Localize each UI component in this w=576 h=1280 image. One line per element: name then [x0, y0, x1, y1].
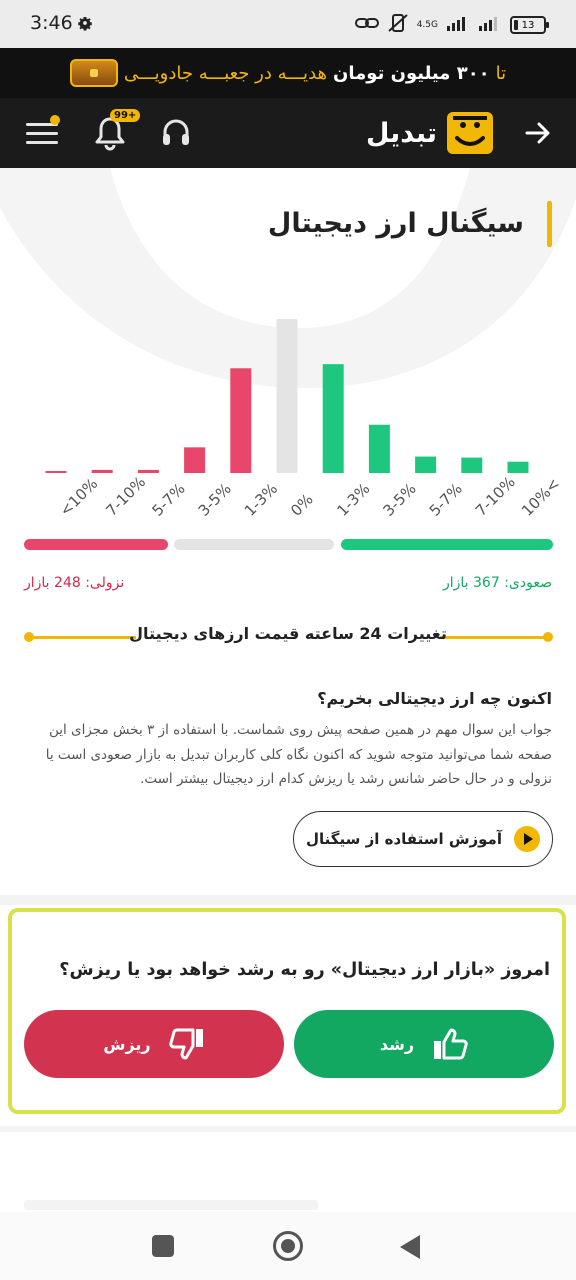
- vote-up-label: رشد: [379, 1034, 415, 1054]
- chart-tick-label: <10%: [56, 474, 102, 520]
- thumbs-down-icon: [169, 1027, 205, 1061]
- chart-bar: [415, 457, 436, 473]
- menu-notification-dot: [50, 115, 60, 125]
- chart-tick-label: 5-7%: [148, 479, 189, 520]
- chart-tick-label: 7-10%: [471, 472, 519, 520]
- tutorial-button[interactable]: [293, 811, 553, 867]
- chart-bar: [138, 470, 159, 473]
- signal-chart: [24, 300, 564, 532]
- brand[interactable]: [366, 112, 493, 154]
- promo-text-prefix: تا: [495, 62, 507, 84]
- thumbs-up-icon: [432, 1027, 468, 1061]
- headset-icon: [160, 117, 192, 149]
- chart-caption: تغییرات 24 ساعته قیمت ارزهای دیجیتال: [129, 624, 447, 643]
- notification-badge: 99+: [110, 109, 140, 122]
- network-type: 4.5G: [416, 20, 438, 30]
- bullish-count: [443, 575, 552, 591]
- recent-apps-icon[interactable]: [152, 1235, 174, 1257]
- notifications-button[interactable]: [92, 110, 137, 151]
- faq-answer: جواب این سوال مهم در همین صفحه پیش روی شماست. با استفاده از ۳ بخش مجزای این صفحه شما می‌توانید متوجه شوید که اکنون نگاه کلی کاربران تبدیل به بازار صعودی است یا نزولی و در حال حاضر شانس رشد یا ریزش کدام ارز دیجیتال بیشتر است.: [45, 722, 552, 787]
- chart-bar: [46, 471, 67, 473]
- status-icons: [355, 14, 546, 36]
- signal-strength-icon-2: [478, 15, 502, 35]
- poll-question: امروز «بازار ارز دیجیتال» رو به رشد خواهد بود یا ریزش؟: [59, 960, 550, 980]
- chart-bar: [461, 458, 482, 473]
- neutral-segment: [174, 539, 334, 550]
- chart-tick-label: 7-10%: [102, 472, 150, 520]
- treasure-chest-icon: [70, 59, 118, 87]
- app-name: تبدیل: [366, 117, 437, 149]
- bearish-label: نزولی:: [85, 575, 125, 591]
- promo-text-suffix: هدیـــه در جعبـــه جادویـــی: [123, 62, 328, 84]
- chart-bar: [184, 447, 205, 473]
- chart-bar: [92, 470, 113, 473]
- app-header: [0, 98, 576, 168]
- vibrate-off-icon: [387, 13, 409, 37]
- loading-placeholder: [24, 1200, 318, 1210]
- back-button[interactable]: [520, 115, 556, 151]
- link-icon: [355, 15, 379, 35]
- chart-bar: [323, 364, 344, 473]
- signal-strength-icon: [446, 15, 470, 35]
- faq-question: اکنون چه ارز دیجیتالی بخریم؟: [317, 689, 552, 708]
- bar-chart: [24, 300, 564, 532]
- battery-fill: [514, 20, 518, 30]
- menu-button[interactable]: [24, 115, 60, 151]
- bearish-value: 248 بازار: [24, 575, 81, 591]
- vote-down-button[interactable]: [24, 1010, 284, 1078]
- tutorial-button-label: آموزش استفاده از سیگنال: [306, 830, 502, 848]
- section-divider: [0, 895, 576, 905]
- system-nav-bar: [0, 1212, 576, 1280]
- chart-bar: [508, 462, 529, 473]
- chart-tick-label: 3-5%: [379, 479, 420, 520]
- bearish-count: [24, 575, 124, 591]
- bullish-label: صعودی:: [504, 575, 552, 591]
- market-poll: [8, 908, 566, 1114]
- bearish-segment: [24, 539, 168, 550]
- settings-gear-icon: [76, 14, 94, 36]
- bullish-value: 367 بازار: [442, 575, 500, 591]
- status-bar: [0, 0, 576, 48]
- tabdeal-logo-icon: [447, 112, 493, 154]
- status-time: 3:46: [30, 12, 73, 34]
- vote-up-button[interactable]: [294, 1010, 554, 1078]
- page-title: سیگنال ارز دیجیتال: [267, 208, 524, 239]
- chart-bar: [230, 368, 251, 473]
- battery-icon: [510, 16, 546, 34]
- play-icon: [514, 826, 540, 852]
- chart-tick-label: 10%<: [518, 474, 564, 520]
- home-icon[interactable]: [273, 1231, 303, 1261]
- back-triangle-icon[interactable]: [400, 1235, 420, 1259]
- arrow-right-icon: [524, 119, 552, 147]
- chart-bar: [277, 319, 298, 473]
- support-button[interactable]: [158, 115, 194, 151]
- chart-tick-label: 5-7%: [425, 479, 466, 520]
- section-divider-bottom: [0, 1126, 576, 1132]
- chart-tick-label: 1-3%: [333, 479, 374, 520]
- chart-tick-label: 3-5%: [194, 479, 235, 520]
- chart-tick-label: 0%: [287, 490, 317, 520]
- chart-tick-label: 1-3%: [240, 479, 282, 520]
- promo-amount: ۳۰۰ میلیون تومان: [333, 62, 490, 84]
- title-accent-bar: [547, 201, 552, 247]
- promo-banner[interactable]: [0, 48, 576, 98]
- chart-bar: [369, 425, 390, 473]
- battery-level: 13: [521, 19, 535, 31]
- bullish-segment: [341, 539, 553, 550]
- vote-down-label: ریزش: [103, 1034, 151, 1054]
